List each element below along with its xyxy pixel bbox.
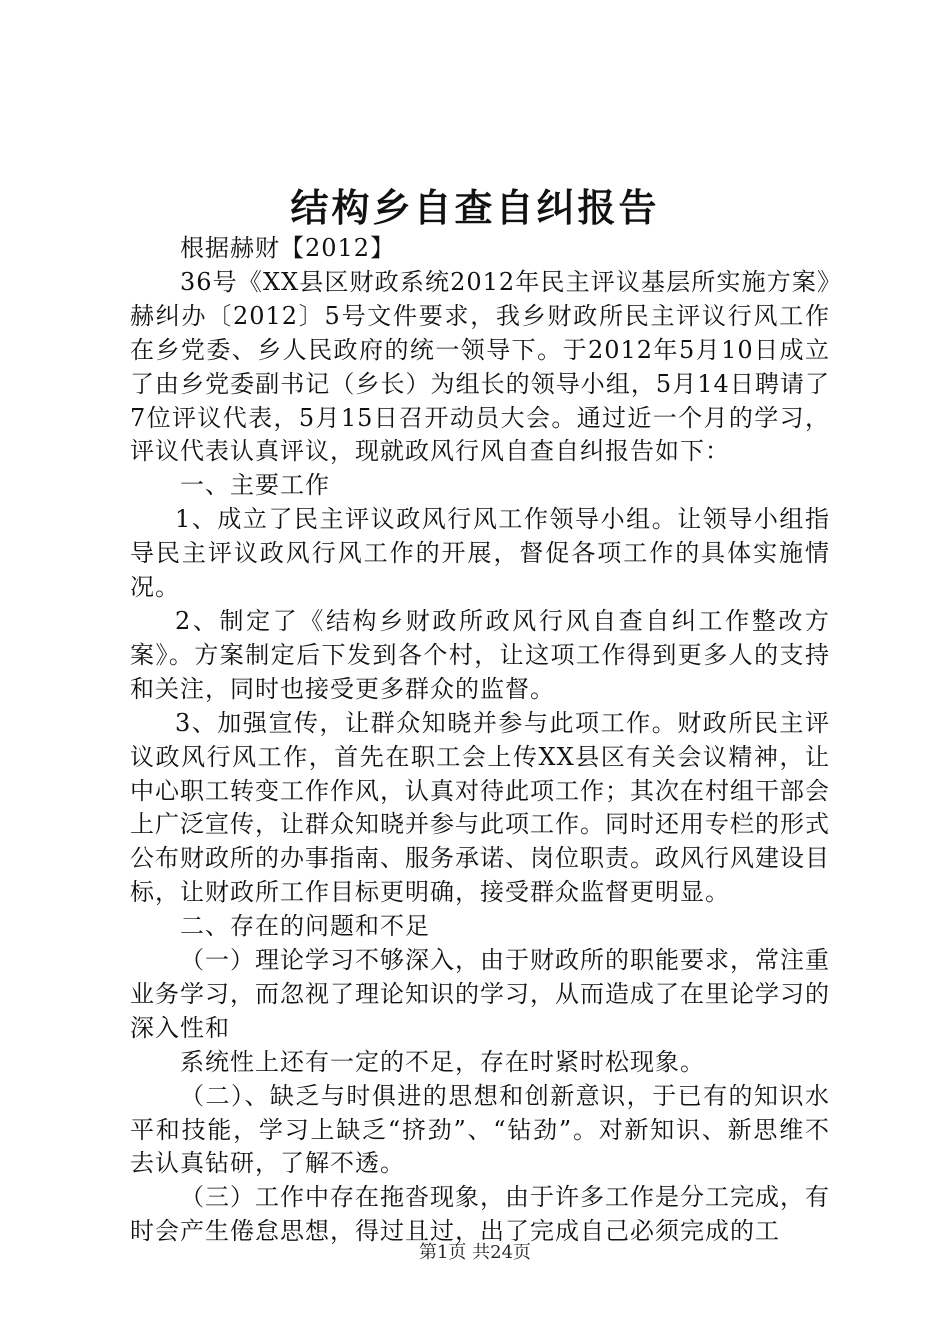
paragraph-basis: 根据赫财【2012】 bbox=[180, 234, 396, 262]
paragraph-problem-2: （二）、缺乏与时俱进的思想和创新意识，于已有的知识水平和技能，学习上缺乏“挤劲”、“钻劲”。对新知识、新思维不去认真钻研，了解不透。 bbox=[130, 1081, 830, 1178]
paragraph-item-1: 1、成立了民主评议政风行风工作领导小组。让领导小组指导民主评议政风行风工作的开展，督促各项工作的具体实施情况。 bbox=[130, 505, 830, 602]
paragraph-problem-1-cont: 系统性上还有一定的不足，存在时紧时松现象。 bbox=[180, 1047, 705, 1076]
document-body bbox=[130, 232, 830, 1249]
paragraph-intro: 36号《XX县区财政系统2012年民主评议基层所实施方案》赫纠办〔2012〕5号文件要求，我乡财政所民主评议行风工作在乡党委、乡人民政府的统一领导下。于2012年5月10日成立了由乡党委副书记（乡长）为组长的领导小组，5月14日聘请了7位评议代表，5月15日召开动员大会。通过近一个月的学习，评议代表认真评议，现就政风行风自查自纠报告如下： bbox=[130, 267, 830, 466]
document-title: 结构乡自查自纠报告 bbox=[290, 185, 660, 230]
paragraph-problem-3: （三）工作中存在拖沓现象，由于许多工作是分工完成，有时会产生倦怠思想，得过且过，出了完成自己必须完成的工 bbox=[130, 1183, 830, 1246]
paragraph-problem-1: （一）理论学习不够深入，由于财政所的职能要求，常注重业务学习，而忽视了理论知识的学习，从而造成了在里论学习的深入性和 bbox=[130, 946, 830, 1042]
paragraph-item-3: 3、加强宣传，让群众知晓并参与此项工作。财政所民主评议政风行风工作，首先在职工会上传XX县区有关会议精神，让中心职工转变工作作风，认真对待此项工作；其次在村组干部会上广泛宣传，让群众知晓并参与此项工作。同时还用专栏的形式公布财政所的办事指南、服务承诺、岗位职责。政风行风建设目标，让财政所工作目标更明确，接受群众监督更明显。 bbox=[130, 708, 830, 907]
page-footer: 第1页 共24页 bbox=[418, 1242, 532, 1263]
section-heading-main-work: 一、主要工作 bbox=[180, 471, 330, 500]
paragraph-item-2: 2、制定了《结构乡财政所政风行风自查自纠工作整改方案》。方案制定后下发到各个村，让这项工作得到更多人的支持和关注，同时也接受更多群众的监督。 bbox=[130, 606, 830, 703]
section-heading-problems: 二、存在的问题和不足 bbox=[180, 912, 430, 941]
